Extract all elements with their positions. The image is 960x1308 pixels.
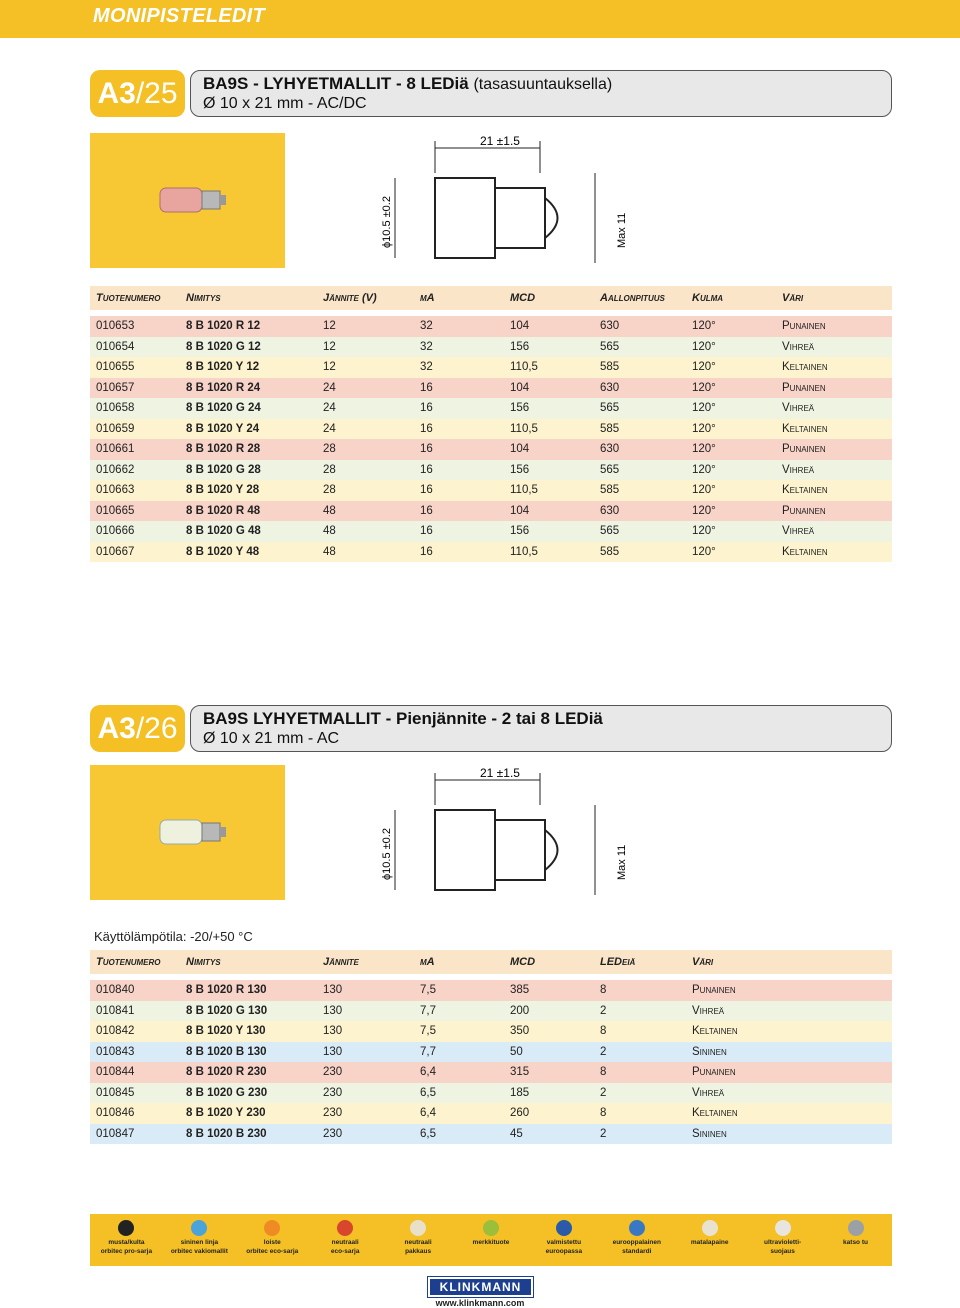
table-cell: 156	[510, 525, 530, 538]
table-row	[90, 316, 892, 337]
code-suffix: /25	[135, 76, 178, 110]
table-cell: 16	[420, 422, 433, 435]
table-cell: 8 B 1020 B 130	[186, 1045, 267, 1058]
table-row	[90, 460, 892, 481]
legend-label-2: orbitec vakiomallit	[170, 1248, 228, 1255]
legend-label-2: eco-sarja	[330, 1248, 360, 1255]
table-cell: Keltainen	[692, 1107, 738, 1120]
table-cell: 010846	[96, 1107, 135, 1120]
table-row	[90, 1042, 892, 1063]
page-title: MONIPISTELEDIT	[93, 5, 265, 27]
table-cell: 32	[420, 320, 433, 333]
legend-symbol-icon	[410, 1220, 426, 1236]
legend-label-2: orbitec pro-sarja	[100, 1248, 153, 1255]
table-cell: 8 B 1020 R 130	[186, 984, 267, 997]
table-cell: 8 B 1020 Y 230	[186, 1107, 266, 1120]
table-cell: Punainen	[782, 443, 826, 456]
table-cell: 2	[600, 1086, 607, 1099]
table-row	[90, 1062, 892, 1083]
table-cell: 16	[420, 463, 433, 476]
table-cell: 585	[600, 422, 620, 435]
legend-item	[92, 1220, 160, 1256]
table-cell: 8 B 1020 G 130	[186, 1004, 268, 1017]
table-cell: Vihreä	[692, 1086, 725, 1099]
table-cell: 010666	[96, 525, 135, 538]
table-row	[90, 357, 892, 378]
table-cell: 120°	[692, 381, 716, 394]
table-cell: 110,5	[510, 545, 538, 558]
section-subtitle: Ø 10 x 21 mm - AC/DC	[203, 95, 367, 112]
table-cell: 010661	[96, 443, 135, 456]
table-cell: 565	[600, 525, 620, 538]
legend-symbol-icon	[702, 1220, 718, 1236]
table-cell: 630	[600, 504, 620, 517]
table-cell: 010844	[96, 1066, 135, 1079]
column-header: Nimitys	[186, 292, 221, 304]
code-prefix: A3	[97, 76, 136, 110]
table-cell: 120°	[692, 463, 716, 476]
table-cell: 156	[510, 463, 530, 476]
column-header: mA	[420, 292, 435, 304]
legend-item	[238, 1220, 306, 1256]
table-row	[90, 501, 892, 522]
table-cell: 16	[420, 545, 433, 558]
table-cell: 16	[420, 484, 433, 497]
table-cell: Vihreä	[782, 402, 815, 415]
dimension-top: 21 ±1.5	[480, 134, 520, 148]
section-a3-25-header	[90, 70, 892, 117]
table-cell: 104	[510, 504, 530, 517]
column-header: Jännite	[323, 956, 359, 968]
legend-item	[384, 1220, 452, 1256]
dimension-drawing-icon	[295, 765, 892, 900]
section-code-badge	[90, 705, 185, 752]
table-cell: 24	[323, 402, 336, 415]
table-cell: 120°	[692, 402, 716, 415]
legend-label: musta/kulta	[108, 1239, 145, 1246]
column-header: MCD	[510, 956, 536, 968]
table-cell: Punainen	[692, 984, 736, 997]
table-cell: 230	[323, 1127, 343, 1140]
table-cell: 8 B 1020 G 48	[186, 525, 261, 538]
table-cell: 120°	[692, 361, 716, 374]
table-cell: Keltainen	[692, 1025, 738, 1038]
dimension-top: 21 ±1.5	[480, 766, 520, 780]
top-banner	[0, 0, 960, 38]
led-photo	[90, 133, 285, 268]
table-cell: 010667	[96, 545, 135, 558]
table-cell: 28	[323, 443, 336, 456]
table-cell: 104	[510, 381, 530, 394]
table-cell: 8 B 1020 R 24	[186, 381, 261, 394]
table-cell: 8 B 1020 G 24	[186, 402, 261, 415]
column-header: MCD	[510, 292, 536, 304]
table-cell: 8 B 1020 Y 130	[186, 1025, 266, 1038]
section-title: BA9S - LYHYETMALLIT - 8 LEDiä	[203, 74, 469, 93]
table-cell: 010840	[96, 984, 135, 997]
table-cell: 130	[323, 1004, 343, 1017]
section-title-box	[190, 70, 892, 117]
table-row	[90, 1083, 892, 1104]
table-cell: 565	[600, 402, 620, 415]
section-subtitle: Ø 10 x 21 mm - AC	[203, 730, 340, 747]
legend-label-2: pakkaus	[405, 1248, 432, 1255]
table-row	[90, 419, 892, 440]
table-cell: 230	[323, 1066, 343, 1079]
table-cell: 8	[600, 1066, 607, 1079]
table-row	[90, 521, 892, 542]
table-cell: 16	[420, 504, 433, 517]
legend-item	[749, 1220, 817, 1256]
table-row	[90, 1001, 892, 1022]
table-cell: 630	[600, 443, 620, 456]
table-cell: 12	[323, 320, 336, 333]
table-cell: 385	[510, 984, 530, 997]
table-cell: 010841	[96, 1004, 135, 1017]
table-cell: 110,5	[510, 484, 538, 497]
table-cell: 104	[510, 443, 530, 456]
legend-label: neutraali	[331, 1239, 359, 1246]
table-cell: 8 B 1020 R 12	[186, 320, 261, 333]
table-cell: 120°	[692, 525, 716, 538]
table-cell: 120°	[692, 443, 716, 456]
legend-symbol-icon	[337, 1220, 353, 1236]
legend-item	[603, 1220, 671, 1256]
column-header: Väri	[692, 956, 714, 968]
table-cell: 28	[323, 463, 336, 476]
table-cell: 7,5	[420, 984, 436, 997]
product-table-a3-25	[90, 286, 892, 562]
table-cell: 120°	[692, 340, 716, 353]
table-cell: 28	[323, 484, 336, 497]
product-image-panel	[90, 133, 892, 268]
section-a3-26-header	[90, 705, 892, 752]
section-title-box	[190, 705, 892, 752]
table-cell: Keltainen	[782, 545, 828, 558]
legend-symbol-icon	[483, 1220, 499, 1236]
led-bulb-icon	[90, 133, 285, 268]
table-cell: 585	[600, 484, 620, 497]
table-cell: 8 B 1020 Y 24	[186, 422, 260, 435]
table-row	[90, 1124, 892, 1145]
dimension-right: Max 11	[616, 844, 628, 880]
table-cell: 48	[323, 525, 336, 538]
table-cell: Keltainen	[782, 361, 828, 374]
table-cell: 7,7	[420, 1004, 436, 1017]
table-cell: Vihreä	[782, 525, 815, 538]
table-row	[90, 398, 892, 419]
table-cell: Punainen	[692, 1066, 736, 1079]
table-cell: 200	[510, 1004, 530, 1017]
table-cell: 8 B 1020 R 230	[186, 1066, 267, 1079]
table-cell: 010658	[96, 402, 135, 415]
section-code-badge	[90, 70, 185, 117]
table-cell: 010665	[96, 504, 135, 517]
table-cell: 104	[510, 320, 530, 333]
dimension-right: Max 11	[616, 212, 628, 248]
table-cell: 6,4	[420, 1107, 436, 1120]
table-cell: 130	[323, 984, 343, 997]
table-cell: 48	[323, 545, 336, 558]
table-cell: 120°	[692, 484, 716, 497]
table-cell: 630	[600, 320, 620, 333]
table-cell: Keltainen	[782, 422, 828, 435]
table-cell: 12	[323, 361, 336, 374]
table-cell: 16	[420, 443, 433, 456]
table-header-row	[90, 950, 892, 974]
table-cell: 010663	[96, 484, 135, 497]
table-cell: Sininen	[692, 1045, 727, 1058]
product-image-panel	[90, 765, 892, 900]
table-cell: 8 B 1020 Y 12	[186, 361, 260, 374]
table-cell: Vihreä	[692, 1004, 725, 1017]
legend-item	[530, 1220, 598, 1256]
table-row	[90, 1103, 892, 1124]
led-bulb-icon	[90, 765, 285, 900]
table-cell: 010843	[96, 1045, 135, 1058]
table-cell: 156	[510, 402, 530, 415]
technical-drawing	[295, 133, 892, 268]
table-cell: Punainen	[782, 381, 826, 394]
section-title: BA9S LYHYETMALLIT - Pienjännite - 2 tai 8 LEDiä	[203, 709, 603, 728]
table-cell: 16	[420, 381, 433, 394]
legend-label-2: euroopassa	[545, 1248, 583, 1255]
table-cell: 230	[323, 1086, 343, 1099]
table-cell: 010845	[96, 1086, 135, 1099]
technical-drawing	[295, 765, 892, 900]
code-prefix: A3	[97, 711, 136, 745]
table-cell: 010657	[96, 381, 135, 394]
table-cell: 010654	[96, 340, 135, 353]
table-cell: 565	[600, 463, 620, 476]
legend-item	[457, 1220, 525, 1247]
table-cell: Punainen	[782, 504, 826, 517]
column-header: mA	[420, 956, 435, 968]
table-row	[90, 542, 892, 563]
table-cell: 32	[420, 361, 433, 374]
dimension-left: ϕ10.5 ±0.2	[381, 196, 393, 248]
table-cell: 585	[600, 545, 620, 558]
legend-symbol-icon	[191, 1220, 207, 1236]
legend-label: valmistettu	[546, 1239, 582, 1246]
column-header: Tuotenumero	[96, 956, 161, 968]
table-cell: 8 B 1020 Y 28	[186, 484, 260, 497]
table-cell: 45	[510, 1127, 523, 1140]
table-cell: 260	[510, 1107, 530, 1120]
legend-symbol-icon	[264, 1220, 280, 1236]
table-cell: 7,7	[420, 1045, 436, 1058]
table-cell: Vihreä	[782, 463, 815, 476]
table-cell: 24	[323, 381, 336, 394]
table-cell: 630	[600, 381, 620, 394]
table-cell: 156	[510, 340, 530, 353]
table-cell: 12	[323, 340, 336, 353]
legend-label-2: suojaus	[770, 1248, 795, 1255]
table-cell: 110,5	[510, 361, 538, 374]
table-cell: 8 B 1020 Y 48	[186, 545, 260, 558]
table-cell: 120°	[692, 545, 716, 558]
table-cell: 32	[420, 340, 433, 353]
table-cell: 010653	[96, 320, 135, 333]
column-header: Väri	[782, 292, 804, 304]
legend-item	[822, 1220, 890, 1247]
legend-label: eurooppalainen	[612, 1239, 661, 1246]
table-cell: 2	[600, 1127, 607, 1140]
legend-symbol-icon	[775, 1220, 791, 1236]
legend-label: loiste	[263, 1239, 281, 1246]
table-row	[90, 337, 892, 358]
legend-label: ultravioletti-	[764, 1239, 802, 1246]
dimension-drawing-icon	[295, 133, 892, 268]
klinkmann-logo: KLINKMANN	[428, 1277, 533, 1297]
table-cell: 230	[323, 1107, 343, 1120]
legend-symbol-icon	[556, 1220, 572, 1236]
table-cell: Sininen	[692, 1127, 727, 1140]
table-cell: 350	[510, 1025, 530, 1038]
table-cell: 010655	[96, 361, 135, 374]
table-cell: 6,5	[420, 1086, 436, 1099]
table-cell: 8 B 1020 G 12	[186, 340, 261, 353]
operating-temperature-note: Käyttölämpötila: -20/+50 °C	[94, 929, 253, 944]
column-header: Kulma	[692, 292, 724, 304]
table-row	[90, 1021, 892, 1042]
table-row	[90, 980, 892, 1001]
column-header: Jännite (V)	[323, 292, 377, 304]
table-cell: 8 B 1020 G 230	[186, 1086, 268, 1099]
legend-label: neutraali	[404, 1239, 432, 1246]
table-cell: 8 B 1020 B 230	[186, 1127, 267, 1140]
table-cell: 2	[600, 1045, 607, 1058]
table-cell: Keltainen	[782, 484, 828, 497]
table-row	[90, 480, 892, 501]
table-cell: 24	[323, 422, 336, 435]
legend-label: katso tu	[843, 1239, 868, 1246]
product-table-a3-26	[90, 950, 892, 1144]
table-cell: 565	[600, 340, 620, 353]
table-cell: 50	[510, 1045, 523, 1058]
table-cell: 585	[600, 361, 620, 374]
table-cell: 120°	[692, 422, 716, 435]
code-suffix: /26	[135, 711, 178, 745]
legend-item	[676, 1220, 744, 1247]
table-cell: 2	[600, 1004, 607, 1017]
table-cell: 8	[600, 1025, 607, 1038]
legend-label: merkkituote	[472, 1239, 510, 1246]
table-cell: 110,5	[510, 422, 538, 435]
table-cell: Punainen	[782, 320, 826, 333]
table-cell: 120°	[692, 320, 716, 333]
legend-symbol-icon	[118, 1220, 134, 1236]
table-cell: 8 B 1020 G 28	[186, 463, 261, 476]
table-cell: 48	[323, 504, 336, 517]
dimension-left: ϕ10.5 ±0.2	[381, 828, 393, 880]
legend-item	[165, 1220, 233, 1256]
table-cell: 8 B 1020 R 48	[186, 504, 261, 517]
table-cell: 8 B 1020 R 28	[186, 443, 261, 456]
column-header: Aallonpituus	[600, 292, 665, 304]
legend-label-2: standardi	[622, 1248, 652, 1255]
table-row	[90, 378, 892, 399]
table-cell: 6,4	[420, 1066, 436, 1079]
table-cell: Vihreä	[782, 340, 815, 353]
table-cell: 16	[420, 402, 433, 415]
table-cell: 6,5	[420, 1127, 436, 1140]
table-cell: 010847	[96, 1127, 135, 1140]
legend-label: matalapaine	[690, 1239, 729, 1246]
column-header: Tuotenumero	[96, 292, 161, 304]
table-header-row	[90, 286, 892, 310]
section-title-sub: (tasasuuntauksella)	[473, 76, 613, 93]
table-cell: 010659	[96, 422, 135, 435]
table-cell: 010662	[96, 463, 135, 476]
legend-label-2: orbitec eco-sarja	[246, 1248, 299, 1255]
table-cell: 315	[510, 1066, 530, 1079]
column-header: Nimitys	[186, 956, 221, 968]
legend-item	[311, 1220, 379, 1256]
led-photo	[90, 765, 285, 900]
table-cell: 130	[323, 1045, 343, 1058]
legend-symbol-icon	[629, 1220, 645, 1236]
table-cell: 120°	[692, 504, 716, 517]
table-cell: 185	[510, 1086, 530, 1099]
table-cell: 8	[600, 984, 607, 997]
table-cell: 010842	[96, 1025, 135, 1038]
column-header: LEDeiä	[600, 956, 636, 968]
table-cell: 7,5	[420, 1025, 436, 1038]
website-url[interactable]: www.klinkmann.com	[435, 1298, 525, 1308]
legend-symbol-icon	[848, 1220, 864, 1236]
table-cell: 8	[600, 1107, 607, 1120]
table-cell: 130	[323, 1025, 343, 1038]
legend-footer	[90, 1214, 892, 1266]
table-row	[90, 439, 892, 460]
legend-label: sininen linja	[180, 1239, 219, 1246]
table-cell: 16	[420, 525, 433, 538]
